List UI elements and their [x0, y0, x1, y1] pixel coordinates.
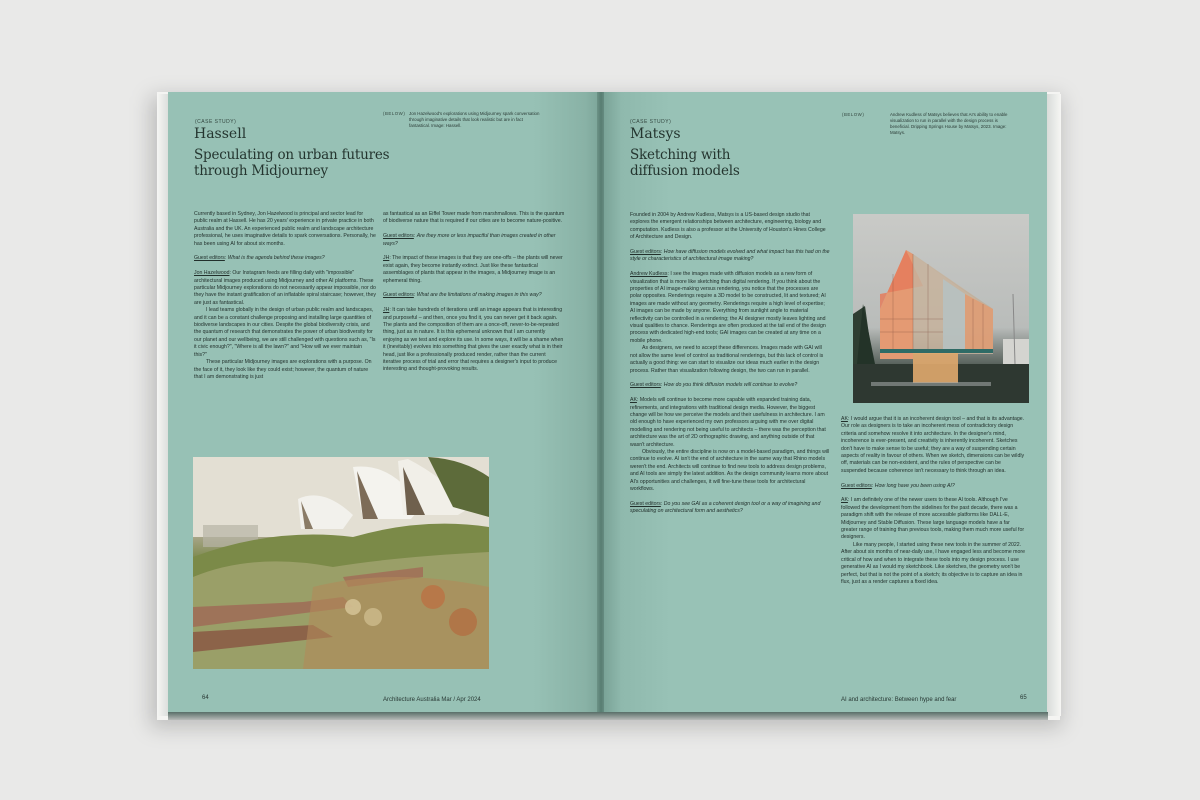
question: Guest editors: How have diffusion models evolved and what impact has this had on the style or characteristics of architectural image making? [630, 249, 830, 263]
running-footer: Architecture Australia Mar / Apr 2024 [383, 697, 481, 703]
question: Guest editors: Do you see GAI as a coherent design tool or a way of imagining and speculating on architectural form and aesthetics? [630, 500, 821, 515]
page-number: 65 [1020, 695, 1027, 701]
running-footer: AI and architecture: Between hype and fear [841, 697, 957, 703]
article-headline: Speculating on urban futures through Midjourney [194, 147, 390, 179]
left-page [168, 92, 598, 714]
image-caption: Jon Hazelwood's explorations using Midjourney spark conversation through imaginative details that look realistic but are in fact fantastical. Image: Hassell. [409, 111, 540, 128]
question: Guest editors: How long have you been using AI? [841, 482, 955, 489]
question: Guest editors: What is the agenda behind these images? [194, 255, 325, 262]
opera-house-image [193, 457, 489, 669]
answer: AK: Models will continue to become more capable with expanded training data, refinements, and integrations with traditional design media. However, the biggest change will be how we perceive the models and their usefulness in architecture. I am old enough to have experienced my own professors arguing with me over digital modelling and rendering not being useful to architects – there was the perception that architecture was the art of 2D orthographic drawing, and anything outside of that wasn't architecture. [630, 397, 826, 448]
answer: JH: The impact of these images is that they are one-offs – the plants will never exist again, they become instantly extinct. Just like these fantastical assemblages of plants that appear in the images, a Midjourney image is an ephemeral thing. [383, 255, 563, 284]
client-name: Hassell [194, 126, 247, 142]
pavilion-illustration [853, 214, 1029, 403]
client-name: Matsys [630, 126, 681, 142]
opera-house-illustration [193, 457, 489, 669]
section-tag: (CASE STUDY) [630, 119, 672, 125]
question: Guest editors: What are the limitations of making images in this way? [383, 292, 542, 299]
answer: AK: I would argue that it is an incoherent design tool – and that is its advantage. Our role as designers is to take an incoherent mess of contradictory design criteria and somehow resolve it into architecture. In the designer's mind, incoherence is ever-present, and creativity is inherently incoherent. Sketches don't have to make sense to be useful; they are a way of suspending certain aspects of reality in favour of others. When we sketch, dimensions can be wildly off, materials can be non-existent, and the rules of perspective can be suspended because coherence isn't necessary to think through an idea. [841, 416, 1025, 474]
right-page [604, 92, 1047, 714]
page-stack-left [157, 94, 168, 716]
image-caption: Andrew Kudless of Matsys believes that AI's ability to enable visualization to run in parallel with the design process is beneficial. Dripping Springs House by Matsys, 2023. Image: Matsys. [890, 112, 1008, 135]
body-column-1: Currently based in Sydney, Jon Hazelwood is principal and sector lead for public realm at Hassell. He has 20 years' experience in private practice in both Australia and the UK. An experienced public realm and landscape architecture professional, he uses imaginative details to spark conversations. Personally, he has been using AI for about six months. Guest editors: What is the agenda behind these images? Jon Hazelwood: Our Instagram feeds are filling daily with "impossible" architectural images produced using Midjourney and other AI platforms. These particular Midjourney explorations do not necessarily appear impossible, nor do they have the instant gratification of an inflatable spiral staircase; however, they are just as fantastical. I lead teams globally in the design of urban public realm and landscapes, and it can be a constant challenge proposing and installing large quantities of biodiverse landscapes in our cities. Despite the global biodiversity crisis, and the quantum of research that demonstrates the power of urban biodiversity for our planet and our wellbeing, we are still challenged with questions such as, "Is it civic enough?", "Where is all the lawn?" and "How will we ever maintain this?" These particular Midjourney images are explorations with a purpose. On the face of it, they look like they could exist; however, the quantum of nature that I am demonstrating is just [194, 211, 376, 380]
page-number: 64 [202, 695, 209, 701]
page-bottom-edge [168, 712, 1048, 720]
dripping-springs-house-image [853, 214, 1029, 403]
body-column-1: Founded in 2004 by Andrew Kudless, Matsys is a US-based design studio that explores the emergent relationships between architecture, engineering, biology and computation. Kudless is also a professor at the University of Houston's Hines College of Architecture and Design. Guest editors: How have diffusion models evolved and what impact has this had on the style or characteristics of architectural image making? Andrew Kudless: I see the images made with diffusion models as a new form of visualization that is more like sketching than digital rendering. If you think about the properties of AI image-making versus rendering, you notice that the processes are polar opposites. Renderings require a 3D model to be constructed, lit and textured; AI images are made without any geometry. Renderings require a high level of expertise; AI images can be made by anyone. Everything from sunlight angle to material reflectivity can be controlled in a rendering; the AI designer mostly leaves lighting and visual qualities to chance. Renderings are often produced at the tail end of the design process with dedicated high-end tools; GAI images can be created at any time on a mobile phone. As designers, we need to accept these differences. Images made with GAI will not allow the same level of control as traditional renderings, but this lack of control is actually a good thing: we can start to visualize our ideas much earlier in the design process. Rather than visualization following design, the two can run in parallel. Guest editors: How do you think diffusion models will continue to evolve? AK: Models will continue to become more capable with expanded training data, refinements, and integrations with traditional design media. However, the biggest change will be how we perceive the models and their usefulness in architecture. I am old enough to have experienced my own professors arguing with me over digital modelling and rendering not being useful to architects – there was the perception that architecture was the art of 2D orthographic drawing, and anything outside of that wasn't architecture. Obviously, the entire discipline is now on a model-based paradigm, and things will continue to evolve. AI isn't the end of architecture in the same way that Rhino models weren't the end. Architects will continue to find new tools to address design problems, and AI tools are simply the latest addition. As the design community learns more about AI's opportunities and challenges, it will fine-tune these tools for architectural workflows. Guest editors: Do you see GAI as a coherent design tool or a way of imagining and speculating on architectural form and aesthetics? [630, 212, 830, 515]
body-column-2: as fantastical as an Eiffel Tower made from marshmallows. This is the quantum of biodiverse nature that is required if our cities are to become nature-positive. Guest editors: Are they more or less impactful than images created in other ways? JH: The impact of these images is that they are one-offs – the plants will never exist again, they become instantly extinct. Just like these fantastical assemblages of plants that appear in the images, a Midjourney image is an ephemeral thing. Guest editors: What are the limitations of making images in this way? JH: It can take hundreds of iterations until an image appears that is interesting and purposeful – and then, once you find it, you can never get it back again. The plants and the composition of them are a once-off, never-to-be-repeated thing, just as in nature. It is this ephemeral unknown that I am currently enjoying as we test and explore its use. In some ways, it will be a shame when it (inevitably) evolves into something that gives the user exactly what is in their head, just like a professionally produced render, rather than the current iterative process of trial and error that requires a designer's input to produce interesting and thought-provoking results. [383, 211, 565, 373]
caption-tag: (BELOW) [842, 112, 865, 117]
article-headline: Sketching with diffusion models [630, 147, 740, 179]
question: Guest editors: Are they more or less impactful than images created in other ways? [383, 233, 556, 247]
body-column-2: AK: I would argue that it is an incoherent design tool – and that is its advantage. Our role as designers is to take an incoherent mess of contradictory design criteria and somehow resolve it into architecture. In the designer's mind, incoherence is ever-present, and creativity is inherently incoherent. Sketches don't have to make sense to be useful; they are a way of suspending certain aspects of reality in favour of others. When we sketch, dimensions can be wildly off, materials can be non-existent, and the rules of perspective can be suspended because coherence isn't necessary to think through an idea. Guest editors: How long have you been using AI? AK: I am definitely one of the newer users to these AI tools. Although I've followed the development from the sidelines for the past decade, there was a paradigm shift with the release of more accessible platforms like DALL-E, Midjourney and Stable Diffusion. These large language models have a far greater range of training than previous tools, making them much more useful for designers. Like many people, I started using these new tools in the summer of 2022. After about six months of near-daily use, I have engaged less and become more critical of how and when to integrate these tools into my design process. I use generative AI as I would my sketchbook. Like sketches, the geometry won't be perfect, but that is not the point of a sketch; its objective is to capture an idea in flux, just as a render captures a fixed idea. [841, 416, 1025, 585]
caption-tag: (BELOW) [383, 111, 406, 116]
section-tag: (CASE STUDY) [195, 119, 237, 125]
answer: AK: I am definitely one of the newer users to these AI tools. Although I've followed the development from the sidelines for the past decade, there was a paradigm shift with the release of more accessible platforms like DALL-E, Midjourney and Stable Diffusion. These large language models have a far greater range of training than previous tools, making them much more useful for designers. [841, 497, 1025, 541]
question: Guest editors: How do you think diffusion models will continue to evolve? [630, 382, 798, 389]
answer: JH: It can take hundreds of iterations until an image appears that is interesting and purposeful – and then, once you find it, you can never get it back again. The plants and the composition of them are a once-off, never-to-be-repeated thing, just as in nature. It is this ephemeral unknown that I am currently enjoying as we test and explore its use. In some ways, it will be a shame when it (inevitably) evolves into something that gives the user exactly what is in their head, just like a professionally produced render, rather than the current iterative process of trial and error that requires a designer's input to produce interesting and thought-provoking results. [383, 307, 564, 373]
answer: Jon Hazelwood: Our Instagram feeds are filling daily with "impossible" architectural images produced using Midjourney and other AI platforms. These particular Midjourney explorations do not necessarily appear impossible, nor do they have the instant gratification of an inflatable spiral staircase; however, they are just as fantastical. [194, 270, 376, 306]
answer: Andrew Kudless: I see the images made with diffusion models as a new form of visualization that is more like sketching than digital rendering. If you think about the properties of AI image-making versus rendering, you notice that the processes are polar opposites. Renderings require a 3D model to be constructed, lit and textured; AI images are made without any geometry. Renderings require a high level of expertise; AI images can be made by anyone. Everything from sunlight angle to material reflectivity can be controlled in a rendering; the AI designer mostly leaves lighting and visual qualities to chance. Renderings are often produced at the tail end of the design process with dedicated high-end tools; GAI images can be created at any time on a mobile phone. [630, 271, 826, 344]
page-stack-right [1047, 94, 1061, 716]
